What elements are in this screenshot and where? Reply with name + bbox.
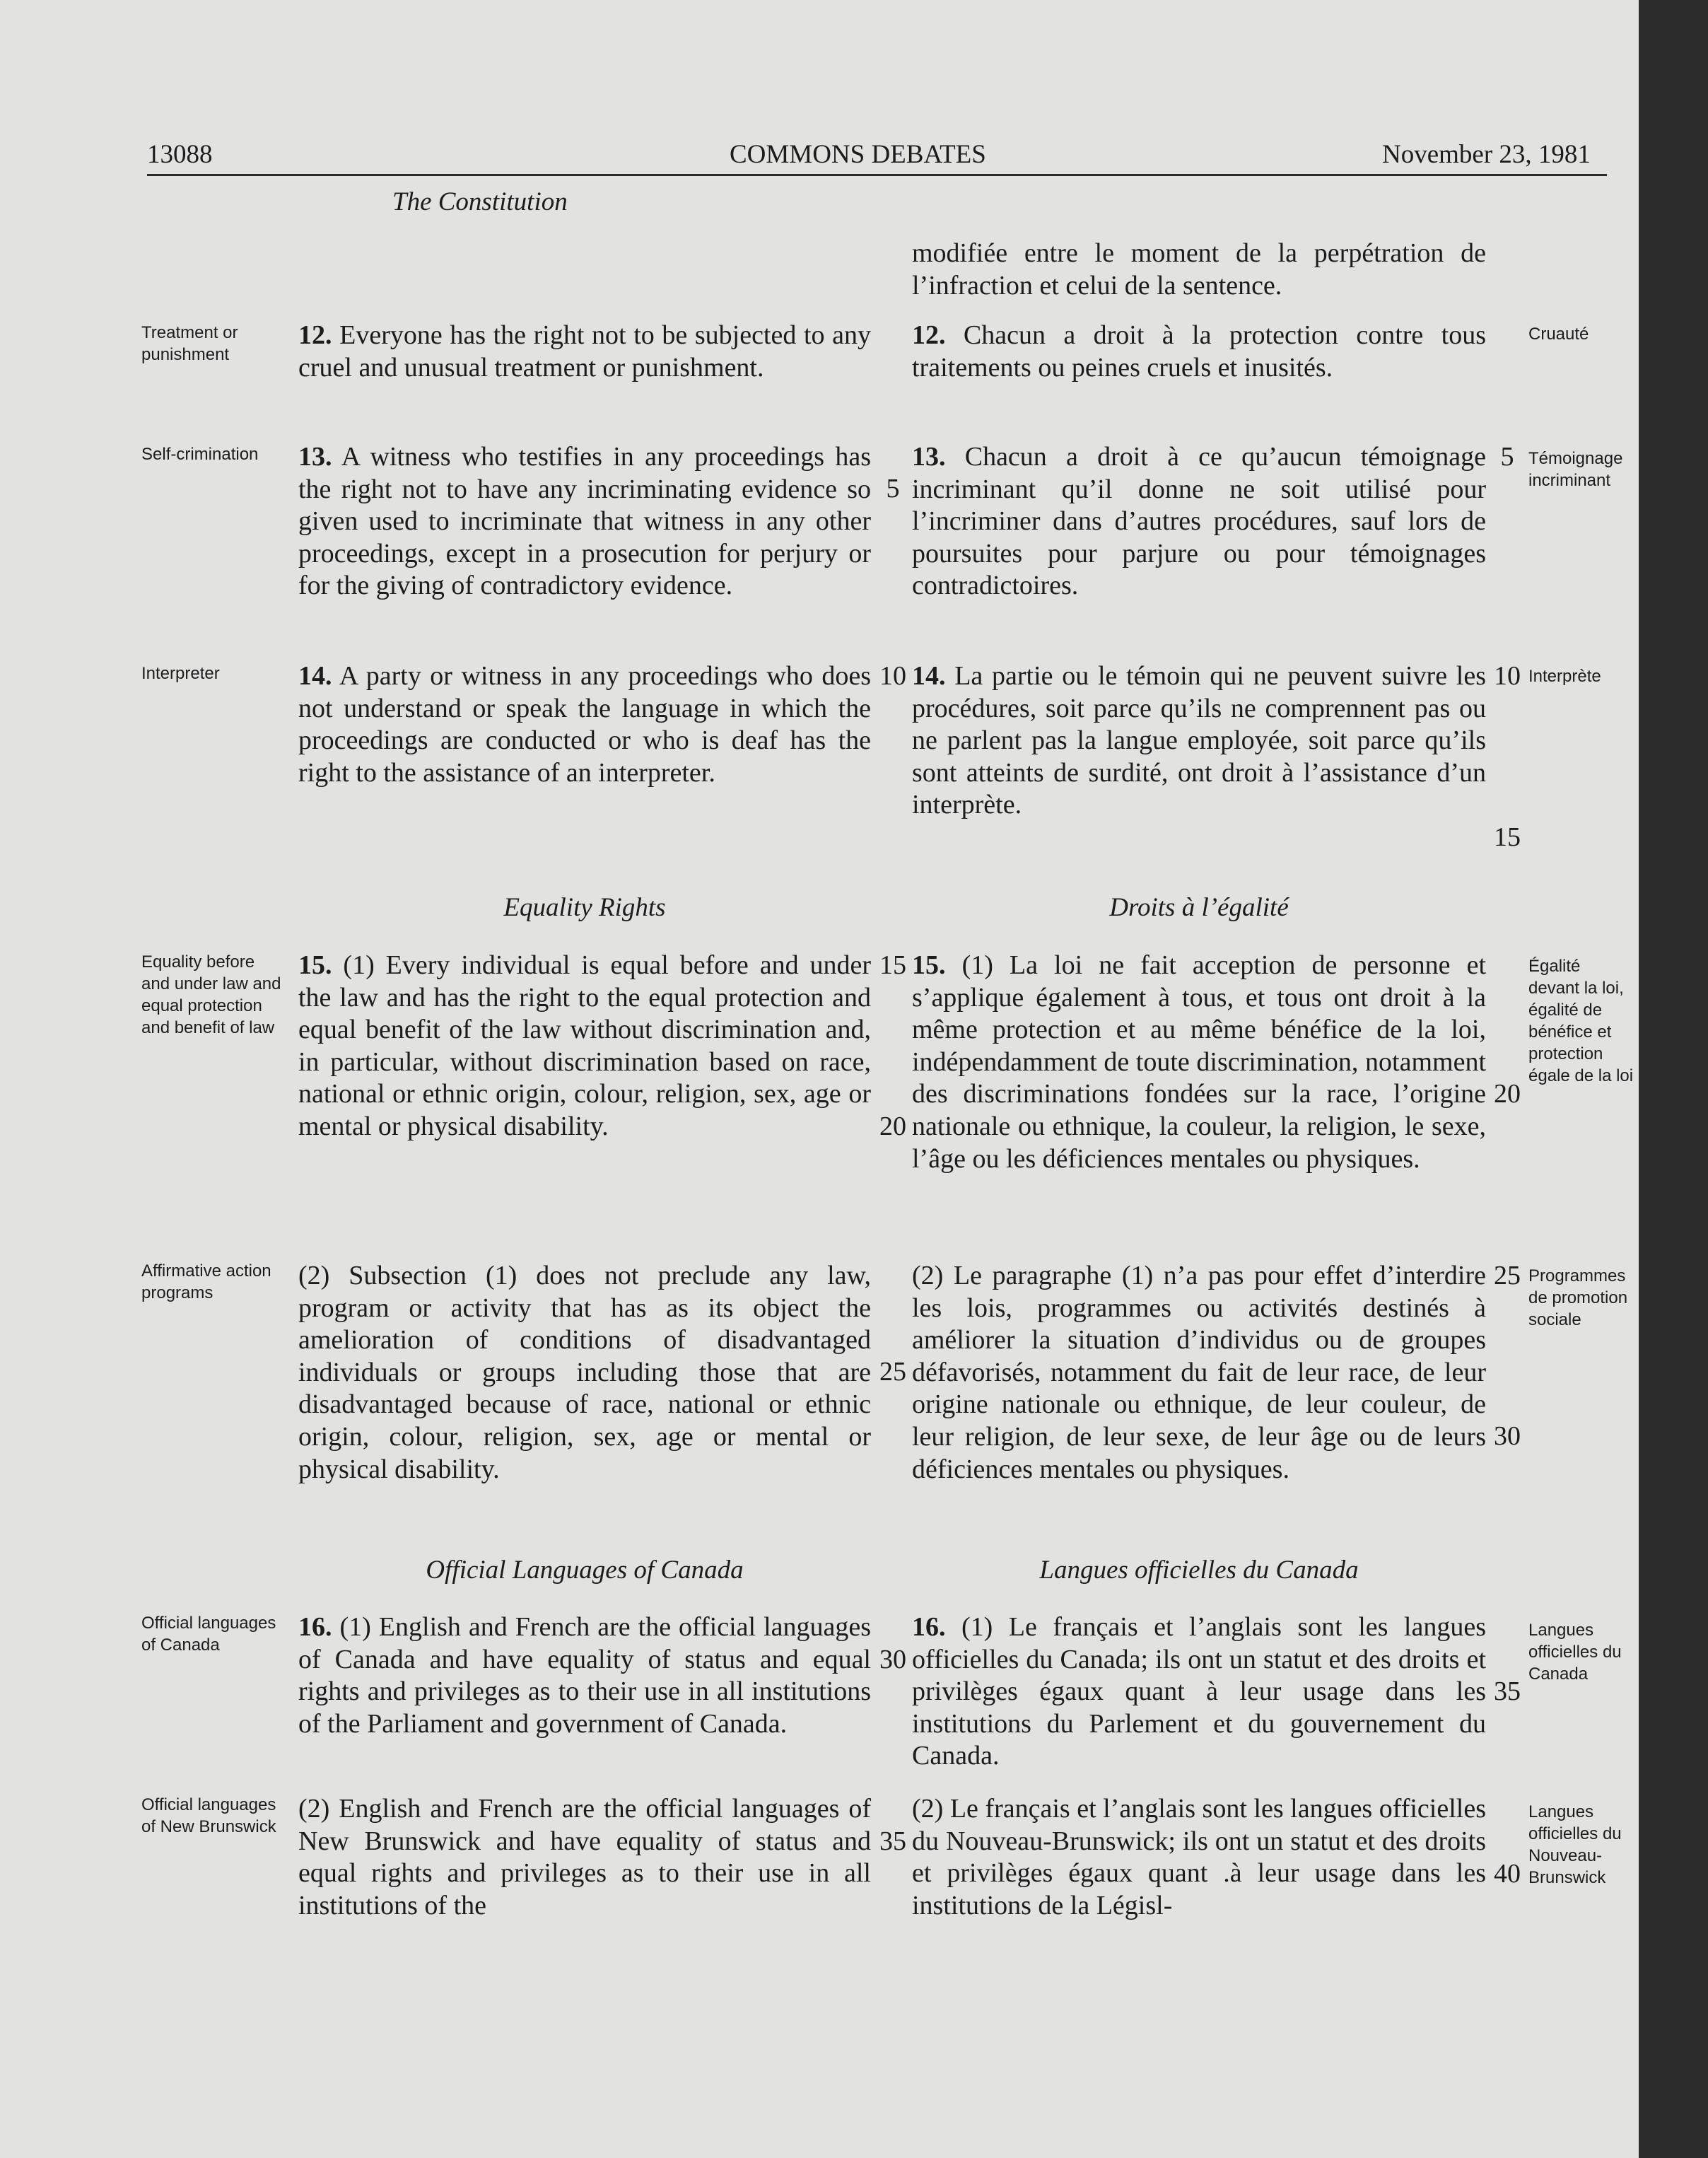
- section-12-en: [298, 320, 871, 384]
- margin-note-fr-s12: Cruauté: [1528, 325, 1589, 344]
- margin-note-en-s14: Interpreter: [141, 664, 220, 683]
- margin-note-fr-s14: Interprète: [1528, 667, 1601, 686]
- margin-note-fr-s13: Témoignage incriminant: [1528, 449, 1623, 490]
- heading-official-languages: Official Languages of Canada: [426, 1556, 744, 1585]
- line-number: 15: [1494, 822, 1521, 852]
- line-number: 5: [1500, 442, 1514, 472]
- heading-langues-officielles: Langues officielles du Canada: [1039, 1556, 1359, 1585]
- line-number: 10: [879, 661, 906, 691]
- scan-edge: [1639, 0, 1708, 2158]
- section-15-1-fr: [912, 950, 1486, 1175]
- line-number: 30: [1494, 1421, 1521, 1451]
- page-number: 13088: [147, 140, 213, 169]
- section-text: (1) La loi ne fait acception de personne et s’applique également à tous, et tous ont droit à la même protection et au même bénéfice de la loi, indépendamment de toute discrimination, notamment des discriminations fondées sur la race, l’origine nationale ou ethnique, la couleur, la religion, le sexe, l’âge ou les déficiences mentales ou physiques.: [912, 950, 1487, 1174]
- running-head: The Constitution: [392, 187, 568, 216]
- line-number: 25: [879, 1357, 906, 1387]
- page-date: November 23, 1981: [1382, 140, 1591, 169]
- margin-note-en-s15-2: Affirmative action programs: [141, 1261, 271, 1302]
- margin-note-en-s16-2: Official languages of New Brunswick: [141, 1795, 276, 1836]
- section-16-2-fr: (2) Le français et l’anglais sont les langues officielles du Nouveau-Brunswick; ils ont un statut et des droits et privilèges égaux quant .à leur usage dans les institutions de la Législ-: [912, 1794, 1486, 1920]
- section-12-fr: [912, 320, 1486, 384]
- section-number: 13.: [298, 442, 332, 472]
- section-text: A witness who testifies in any proceedings has the right not to have any incriminating evidence so given used to incriminate that witness in any other proceedings, except in a prosecution for perjury or for the giving of contradictory evidence.: [298, 442, 871, 601]
- publication-title: COMMONS DEBATES: [730, 140, 986, 169]
- section-text: (1) Le français et l’anglais sont les langues officielles du Canada; ils ont un statut et des droits et privilèges égaux quant à leur usage dans les institutions du Parlement et du gouvernement du Canada.: [912, 1612, 1487, 1771]
- line-number: 15: [879, 950, 906, 980]
- section-number: 16.: [912, 1612, 946, 1642]
- section-number: 13.: [912, 442, 946, 472]
- line-number: 5: [886, 474, 900, 503]
- section-text: Chacun a droit à ce qu’aucun témoignage incriminant qu’il donne ne soit utilisé pour l’incriminer dans d’autres procédures, sauf lors de poursuites pour parjure ou pour témoignages contradictoires.: [912, 442, 1486, 601]
- margin-note-en-s12: Treatment or punishment: [141, 323, 238, 364]
- section-number: 16.: [298, 1612, 332, 1642]
- heading-equality-rights: Equality Rights: [503, 893, 666, 922]
- section-number: 14.: [912, 661, 946, 691]
- line-number: 40: [1494, 1859, 1521, 1889]
- section-16-1-en: [298, 1611, 871, 1740]
- header-rule: [147, 174, 1607, 176]
- section-number: 14.: [298, 661, 332, 691]
- section-15-2-en: (2) Subsection (1) does not preclude any law, program or activity that has as its object the amelioration of conditions of disadvantaged individuals or groups including those that are disadvantaged because of race, national or ethnic origin, colour, religion, sex, age or mental or physical disability.: [298, 1261, 871, 1484]
- line-number: 25: [1494, 1261, 1521, 1290]
- section-13-fr: [912, 441, 1486, 602]
- margin-note-en-s13: Self-crimination: [141, 445, 259, 464]
- heading-droits-egalite: Droits à l’égalité: [1109, 893, 1289, 922]
- margin-note-en-s15-1: Equality before and under law and equal protection and benefit of law: [141, 952, 281, 1037]
- section-15-2-fr: (2) Le paragraphe (1) n’a pas pour effet d’interdire les lois, programmes ou activités destinés à améliorer la situation d’individus ou de groupes défavorisés, notamment du fait de leur race, de leur origine nationale ou ethnique, de leur couleur, de leur religion, de leur sexe, de leur âge ou de leurs déficiences mentales ou physiques.: [912, 1261, 1486, 1484]
- section-text: La partie ou le témoin qui ne peuvent suivre les procédures, soit parce qu’ils ne comprennent pas ou ne parlent pas la langue employée, soit parce qu’ils sont atteints de surdité, ont droit à l’assistance d’un interprète.: [912, 661, 1486, 820]
- line-number: 35: [879, 1826, 906, 1856]
- section-13-en: [298, 441, 871, 602]
- section-14-fr: [912, 660, 1486, 822]
- section-16-1-fr: [912, 1611, 1486, 1773]
- section-text: A party or witness in any proceedings who does not understand or speak the language in which the proceedings are conducted or who is deaf has the right to the assistance of an interpreter.: [298, 661, 872, 788]
- margin-note-fr-s16-1: Langues officielles du Canada: [1528, 1621, 1622, 1684]
- margin-note-fr-s16-2: Langues officielles du Nouveau-Brunswick: [1528, 1802, 1622, 1887]
- line-number: 10: [1494, 661, 1521, 691]
- section-number: 12.: [298, 320, 332, 350]
- section-15-1-en: [298, 950, 871, 1143]
- section-number: 12.: [912, 320, 946, 350]
- section-text: Chacun a droit à la protection contre tous traitements ou peines cruels et inusités.: [912, 320, 1487, 383]
- section-text: (1) English and French are the official languages of Canada and have equality of status and equal rights and privileges as to their use in all institutions of the Parliament and government of Canada.: [298, 1612, 872, 1739]
- margin-note-en-s16-1: Official languages of Canada: [141, 1614, 276, 1655]
- margin-note-fr-s15-1: Égalité devant la loi, égalité de bénéfice et protection égale de la loi: [1528, 957, 1634, 1085]
- section-text: (1) Every individual is equal before and under the law and has the right to the equal protection and equal benefit of the law without discrimination and, in particular, without discrimination based on race, national or ethnic origin, colour, religion, sex, age or mental or physical disability.: [298, 950, 872, 1141]
- section-number: 15.: [298, 950, 332, 980]
- french-carryover: modifiée entre le moment de la perpétration de l’infraction et celui de la sentence.: [912, 238, 1486, 301]
- line-number: 20: [879, 1112, 906, 1141]
- section-number: 15.: [912, 950, 946, 980]
- section-16-2-en: (2) English and French are the official languages of New Brunswick and have equality of status and equal rights and privileges as to their use in all institutions of the: [298, 1794, 871, 1920]
- line-number: 30: [879, 1645, 906, 1674]
- line-number: 35: [1494, 1676, 1521, 1706]
- section-14-en: [298, 660, 871, 789]
- line-number: 20: [1494, 1079, 1521, 1109]
- section-text: Everyone has the right not to be subjected to any cruel and unusual treatment or punishment.: [298, 320, 872, 383]
- margin-note-fr-s15-2: Programmes de promotion sociale: [1528, 1266, 1628, 1329]
